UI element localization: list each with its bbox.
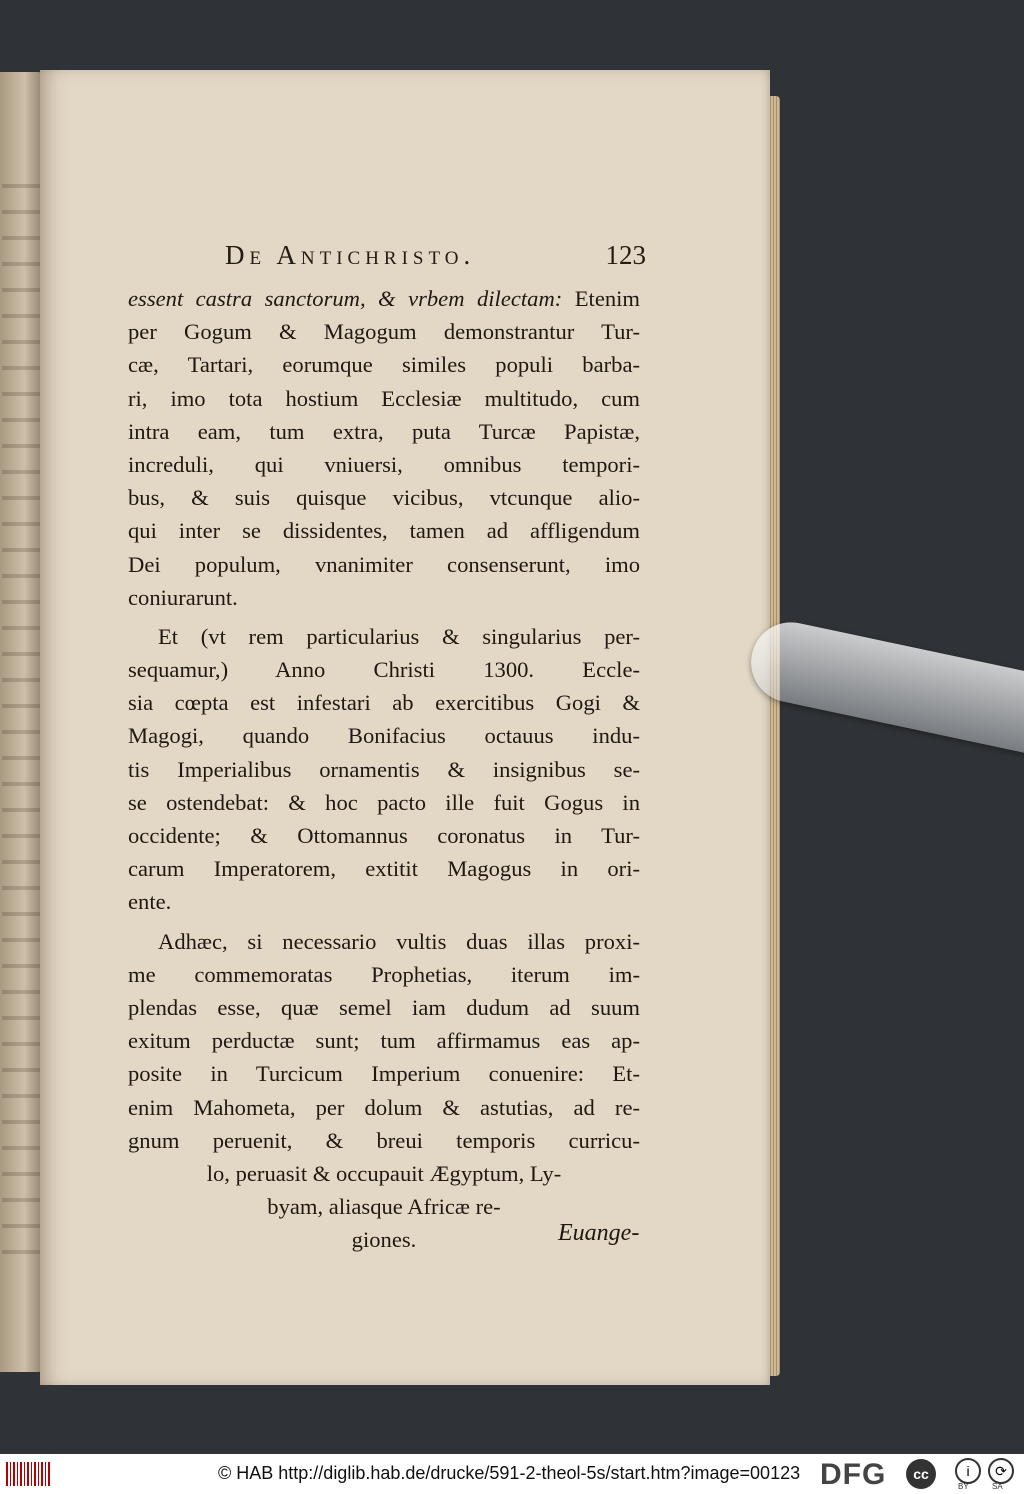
text-line: occidente; & Ottomannus coronatus in Tur- [128, 823, 640, 848]
text-line: Magogi, quando Bonifacius octauus indu- [128, 723, 640, 749]
text-line: Adhæc, si necessario vultis duas illas proxi- [158, 928, 640, 954]
text-line: essent castra sanctorum, & vrbem dilectam: Etenim [128, 286, 640, 311]
text-line: ente. [128, 889, 172, 915]
share-alike-icon: ⟳ [988, 1458, 1014, 1484]
text-line: per Gogum & Magogum demonstrantur Tur- [128, 319, 640, 345]
text-line: coniurarunt. [128, 584, 238, 610]
text-line: increduli, qui vniuersi, omnibus tempori- [128, 451, 640, 477]
text-line: se ostendebat: & hoc pacto ille fuit Gogus in [128, 789, 640, 815]
text-line: gnum peruenit, & breui temporis curricu- [128, 1127, 640, 1153]
footer-bar [0, 1454, 1024, 1494]
text-line: sequamur,) Anno Christi 1300. Eccle- [128, 657, 640, 683]
text-line: qui inter se dissidentes, tamen ad affligendum [128, 518, 640, 544]
creative-commons-icon: cc [906, 1459, 936, 1489]
catchword: Euange- [558, 1220, 640, 1246]
credit-link[interactable]: © HAB http://diglib.hab.de/drucke/591-2-theol-5s/start.htm?image=00123 [218, 1463, 801, 1483]
text-line: posite in Turcicum Imperium conuenire: Et- [128, 1061, 640, 1087]
text-line: Et (vt rem particularius & singularius per- [158, 623, 640, 649]
text-line: enim Mahometa, per dolum & astutias, ad re- [128, 1094, 640, 1120]
book-page [40, 70, 770, 1385]
text-line: byam, aliasque Africæ re- [267, 1194, 501, 1220]
text-line: sia cœpta est infestari ab exercitibus Gogi & [128, 690, 640, 716]
text-line: plendas esse, quæ semel iam dudum ad suum [128, 994, 640, 1020]
text-line: bus, & suis quisque vicibus, vtcunque alio- [128, 485, 640, 511]
text-block [128, 282, 640, 1256]
text-line: intra eam, tum extra, puta Turcæ Papistæ, [128, 418, 640, 444]
facing-page-edge [0, 72, 44, 1372]
dfg-logo: DFG [820, 1458, 887, 1491]
text-line: exitum perductæ sunt; tum affirmamus eas ap- [128, 1028, 640, 1054]
text-line: ri, imo tota hostium Ecclesiæ multitudo, cum [128, 385, 640, 411]
text-line: cæ, Tartari, eorumque similes populi barba- [128, 352, 640, 378]
text-line: carum Imperatorem, extitit Magogus in ori- [128, 856, 640, 882]
attribution-icon: i [955, 1458, 981, 1484]
glass-pointer [744, 615, 1024, 762]
running-head [190, 240, 646, 276]
page-number: 123 [605, 240, 646, 270]
by-label: BY [958, 1482, 969, 1491]
text-line: Dei populum, vnanimiter consenserunt, imo [128, 551, 640, 577]
text-line: me commemoratas Prophetias, iterum im- [128, 961, 640, 987]
text-line: tis Imperialibus ornamentis & insignibus se- [128, 756, 640, 782]
facing-page-text-bleed [2, 162, 40, 1262]
text-line: lo, peruasit & occupauit Ægyptum, Ly- [206, 1160, 562, 1186]
running-title: De Antichristo. [225, 240, 476, 270]
text-line: giones. [351, 1227, 417, 1253]
barcode-icon [6, 1462, 52, 1486]
sa-label: SA [992, 1482, 1003, 1491]
